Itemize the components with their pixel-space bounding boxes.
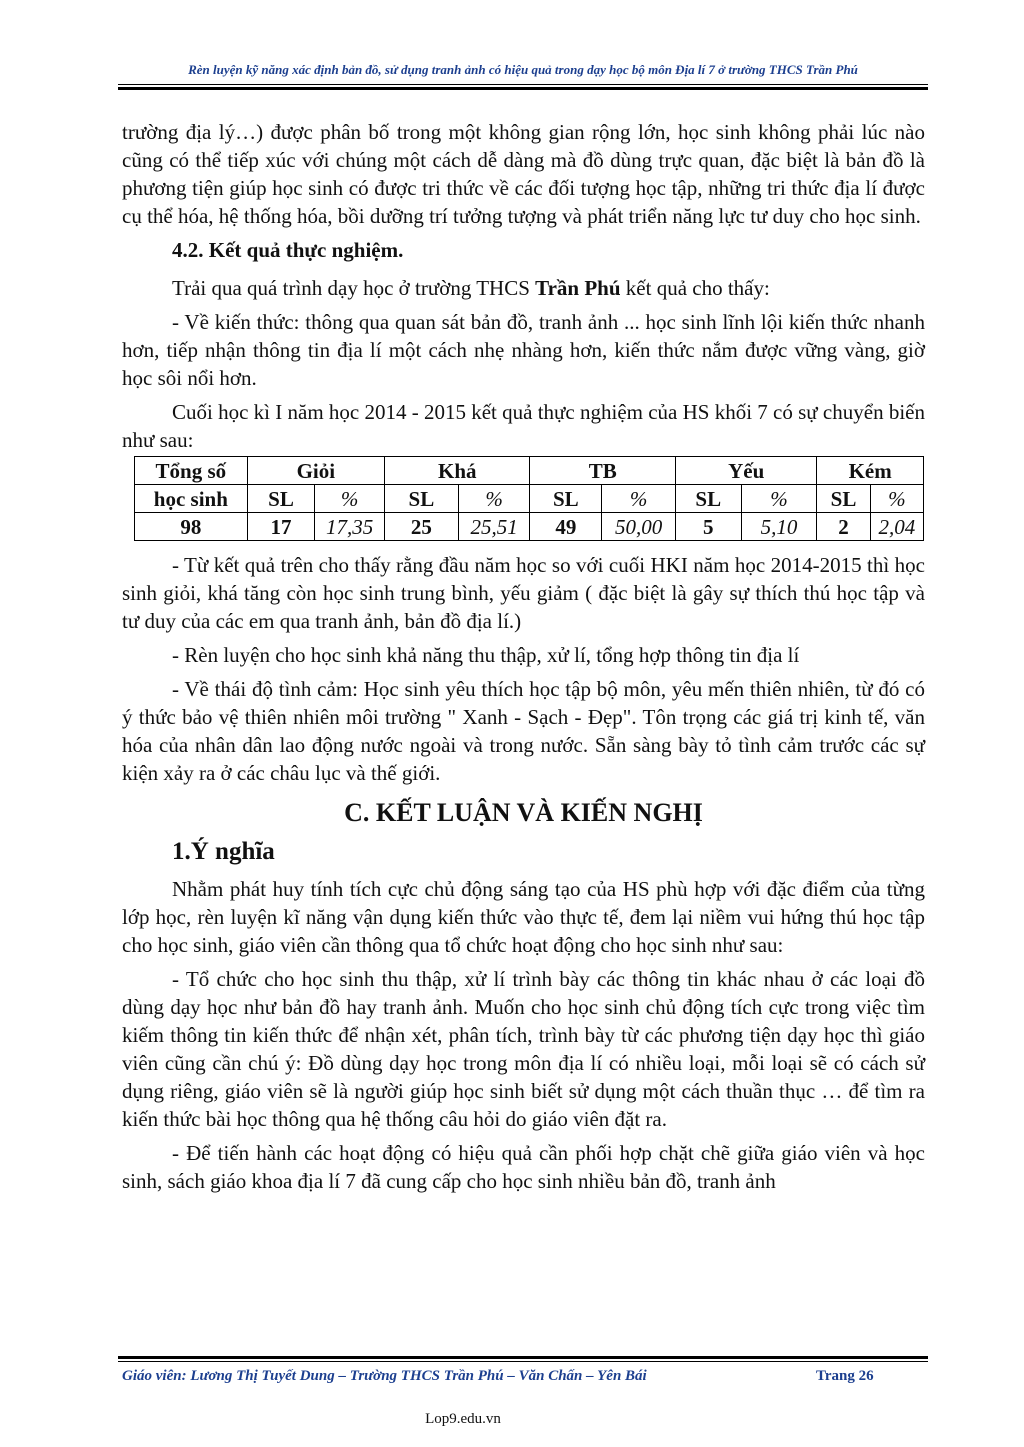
table-header-row <box>135 457 924 485</box>
subheader-pct: % <box>602 485 676 513</box>
table-row <box>135 513 924 541</box>
subheader-pct: % <box>458 485 530 513</box>
cell-kha-pct: 25,51 <box>458 513 530 541</box>
paragraph-attitude: - Về thái độ tình cảm: Học sinh yêu thích học tập bộ môn, yêu mến thiên nhiên, từ đó có ý thức bảo vệ thiên nhiên môi trường " Xanh - Sạch - Đẹp". Tôn trọng các giá trị kinh tế, văn hóa của nhân dân lao động nước ngoài và trong nước. Sẵn sàng bày tỏ tình cảm trước các sự kiện xảy ra ở các châu lục và thế giới. <box>122 677 925 785</box>
cell-tb-pct: 50,00 <box>602 513 676 541</box>
cell-yeu-pct: 5,10 <box>741 513 817 541</box>
school-name: Trần Phú <box>535 276 621 300</box>
subheader-sl: SL <box>530 485 602 513</box>
subheader-pct: % <box>741 485 817 513</box>
cell-gioi-pct: 17,35 <box>315 513 385 541</box>
cell-yeu-sl: 5 <box>675 513 741 541</box>
table-subheader-row <box>135 485 924 513</box>
cell-kem-sl: 2 <box>817 513 870 541</box>
footer-author: Giáo viên: Lương Thị Tuyết Dung – Trường THCS Trần Phú – Văn Chấn – Yên Bái <box>122 1368 647 1384</box>
paragraph-organize: - Tổ chức cho học sinh thu thập, xử lí trình bày các thông tin khác nhau ở các loại đồ dùng dạy học như bản đồ hay tranh ảnh. Muốn cho học sinh chủ động tích cực trong việc tìm kiếm thông tin kiến thức để nhận xét, phân tích, trình bày từ các phương tiện dạy học thì giáo viên cũng cần chú ý: Đồ dùng dạy học trong môn địa lí có nhiều loại, mỗi loại sẽ có cách sử dụng riêng, giáo viên sẽ là người giúp học sinh biết sử dụng một cách thuần thục … để tìm ra kiến thức bài học thông qua hệ thống câu hỏi do giáo viên đặt ra. <box>122 967 925 1131</box>
cell-kha-sl: 25 <box>385 513 459 541</box>
paragraph-coordinate: - Để tiến hành các hoạt động có hiệu quả cần phối hợp chặt chẽ giữa giáo viên và học sinh, sách giáo khoa địa lí 7 đã cung cấp cho học sinh nhiều bản đồ, tranh ảnh <box>122 1141 925 1193</box>
header-gioi: Giỏi <box>247 457 384 485</box>
cell-gioi-sl: 17 <box>247 513 315 541</box>
header-kem: Kém <box>817 457 924 485</box>
section-heading-4-2: 4.2. Kết quả thực nghiệm. <box>172 238 404 262</box>
subheader-sl: SL <box>675 485 741 513</box>
footer-rule-thick <box>118 1356 928 1359</box>
results-table <box>134 456 924 541</box>
running-header-title: Rèn luyện kỹ năng xác định bản đồ, sử dụng tranh ảnh có hiệu quả trong dạy học bộ môn Địa lí 7 ở trường THCS Trần Phú <box>188 62 858 77</box>
text-fragment: kết quả cho thấy: <box>620 276 770 300</box>
page-number: Trang 26 <box>816 1368 874 1384</box>
subheader-pct: % <box>870 485 923 513</box>
subheader-sl: SL <box>247 485 315 513</box>
header-total-students-2: học sinh <box>135 485 248 513</box>
footer-rule-thin <box>118 1361 928 1362</box>
website-label: Lop9.edu.vn <box>425 1411 501 1427</box>
header-rule-thick <box>118 87 928 90</box>
subheader-pct: % <box>315 485 385 513</box>
paragraph-meaning: Nhằm phát huy tính tích cực chủ động sáng tạo của HS phù hợp với đặc điểm của từng lớp học, rèn luyện kĩ năng vận dụng kiến thức vào thực tế, đem lại niềm vui hứng thú học tập cho học sinh, giáo viên cần thông qua tổ chức hoạt động cho học sinh như sau: <box>122 877 925 957</box>
cell-tb-sl: 49 <box>530 513 602 541</box>
section-heading-meaning: 1.Ý nghĩa <box>172 838 275 865</box>
paragraph-knowledge: - Về kiến thức: thông qua quan sát bản đồ, tranh ảnh ... học sinh lĩnh lội kiến thức nhanh hơn, tiếp nhận thông tin địa lí một cách nhẹ nhàng hơn, kiến thức nắm được vững vàng, giờ học sôi nổi hơn. <box>122 310 925 390</box>
subheader-sl: SL <box>385 485 459 513</box>
page-body <box>122 118 925 1201</box>
header-tb: TB <box>530 457 675 485</box>
text-fragment: Trải qua quá trình dạy học ở trường THCS <box>172 276 536 300</box>
paragraph-skills: - Rèn luyện cho học sinh khả năng thu thập, xử lí, tổng hợp thông tin địa lí <box>172 643 800 667</box>
header-rule-thin <box>118 84 928 85</box>
header-yeu: Yếu <box>675 457 816 485</box>
paragraph-results-analysis: - Từ kết quả trên cho thấy rằng đầu năm học so với cuối HKI năm học 2014-2015 thì học sinh giỏi, khá tăng còn học sinh trung bình, yếu giảm ( đặc biệt là gây sự thích thú học tập và tư duy của các em qua tranh ảnh, bản đồ địa lí.) <box>122 553 925 633</box>
paragraph-experiment-intro <box>122 274 925 302</box>
cell-kem-pct: 2,04 <box>870 513 923 541</box>
subheader-sl: SL <box>817 485 870 513</box>
chapter-heading-conclusion: C. KẾT LUẬN VÀ KIẾN NGHỊ <box>344 798 703 827</box>
header-total-students: Tổng số <box>135 457 248 485</box>
paragraph-results-intro: Cuối học kì I năm học 2014 - 2015 kết quả thực nghiệm của HS khối 7 có sự chuyển biến như sau: <box>122 400 925 452</box>
paragraph-continuation: trường địa lý…) được phân bố trong một không gian rộng lớn, học sinh không phải lúc nào cũng có thể tiếp xúc với chúng một cách dễ dàng mà đồ dùng trực quan, đặc biệt là bản đồ là phương tiện giúp học sinh có được tri thức về các đối tượng học tập, những tri thức địa lí được cụ thể hóa, hệ thống hóa, bồi dưỡng trí tưởng tượng và phát triển năng lực tư duy cho học sinh. <box>122 120 925 228</box>
header-kha: Khá <box>385 457 530 485</box>
cell-total: 98 <box>135 513 248 541</box>
